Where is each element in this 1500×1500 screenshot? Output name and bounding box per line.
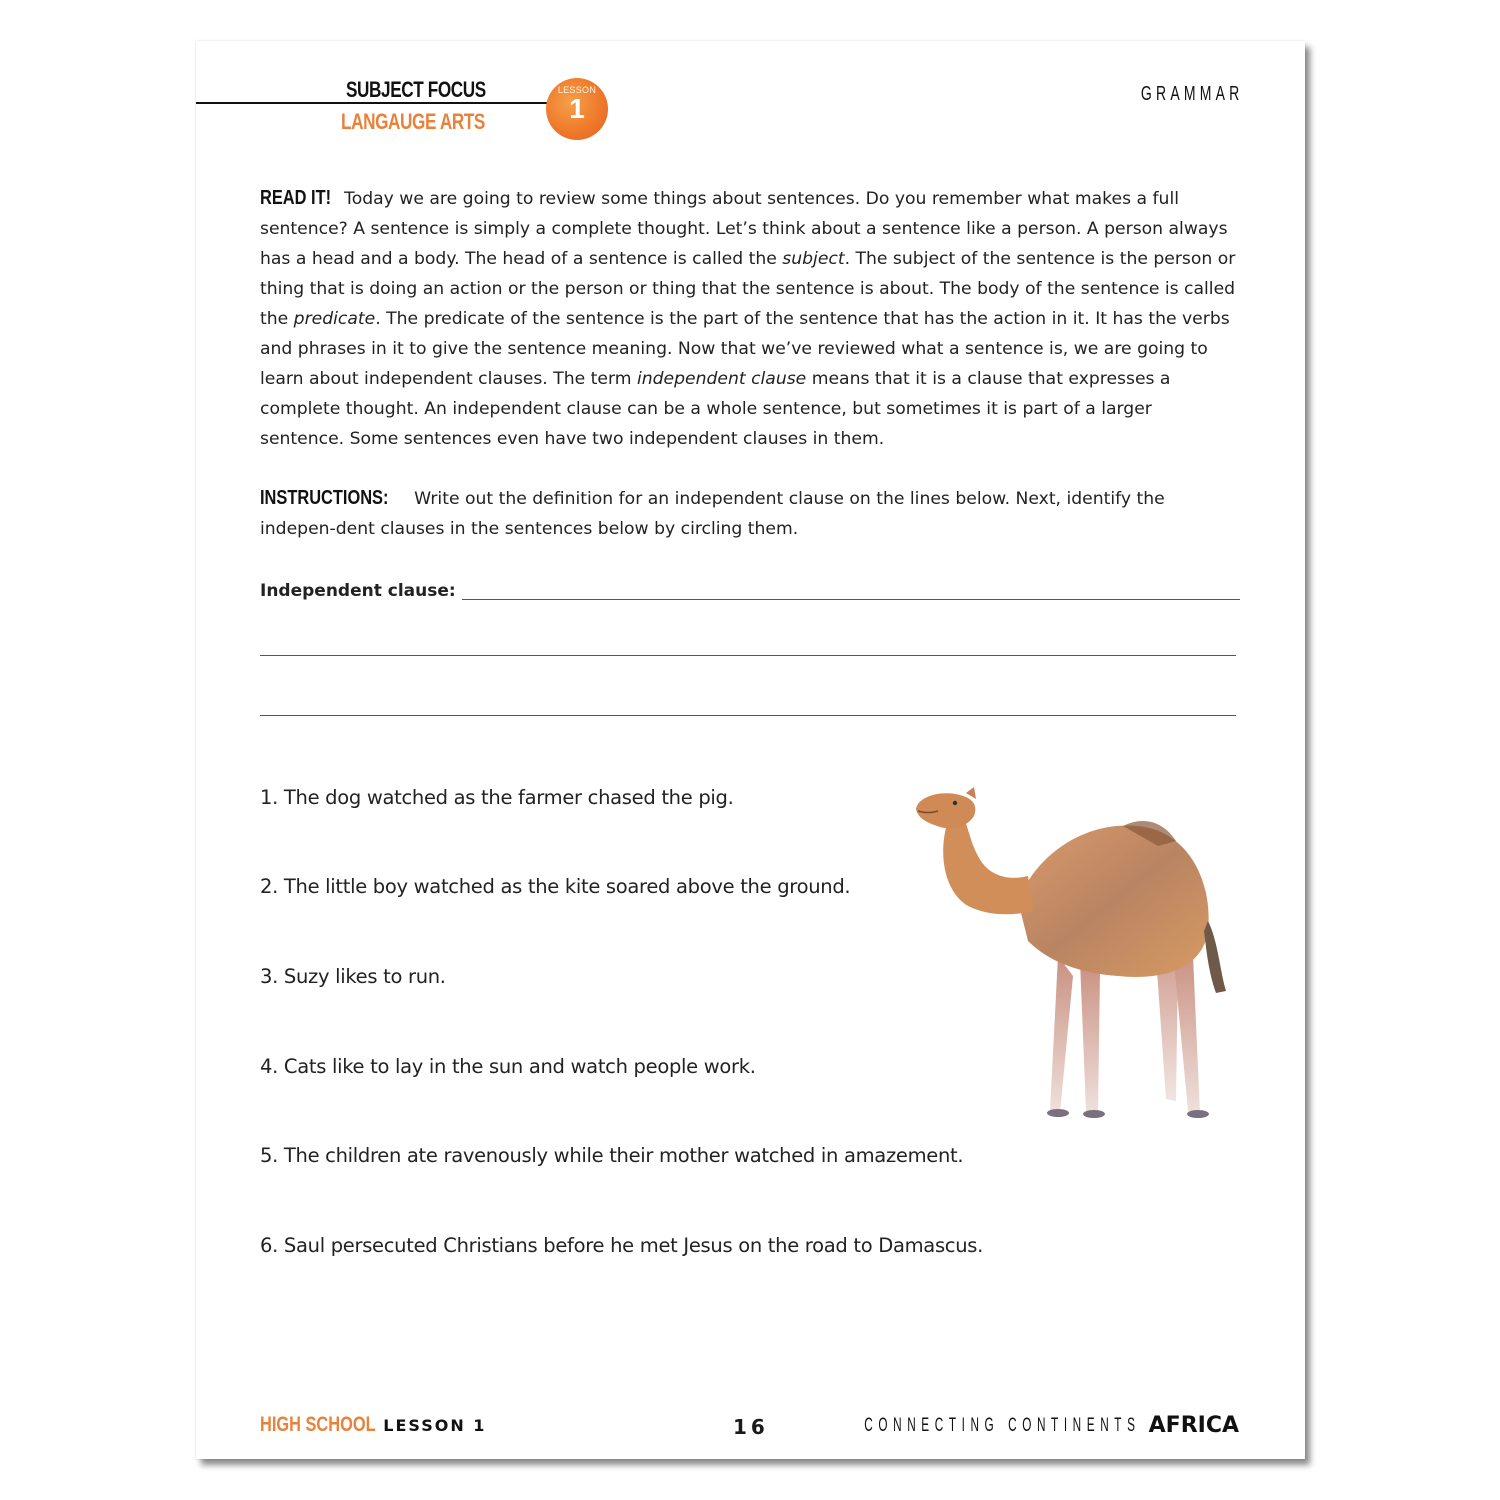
footer-right bbox=[815, 1413, 1239, 1438]
footer-lesson: LESSON 1 bbox=[383, 1416, 487, 1435]
section-label: GRAMMAR bbox=[1140, 83, 1243, 105]
definition-answer-line-2[interactable] bbox=[260, 655, 1236, 656]
sentence-item-4[interactable]: 4. Cats like to lay in the sun and watch people work. bbox=[260, 1055, 756, 1078]
read-it-lead: READ IT! bbox=[260, 187, 332, 209]
read-it-text-2: . The subject of the sentence is the person or thing that is doing an action or the person or thing that the sentence is about. The body of the sentence is called the bbox=[260, 249, 1236, 329]
definition-row bbox=[260, 576, 1240, 606]
read-it-text-3: . The predicate of the sentence is the part of the sentence that has the action in it. It has the verbs and phrases in it to give the sentence meaning. Now that we’ve reviewed what a sentence is, we are going to learn about independent clauses. The term bbox=[260, 309, 1230, 389]
subject-focus-label: SUBJECT FOCUS bbox=[346, 77, 486, 102]
read-it-paragraph bbox=[260, 183, 1240, 454]
lesson-badge bbox=[546, 78, 608, 140]
footer-left bbox=[260, 1413, 486, 1437]
footer-series: CONNECTING CONTINENTS bbox=[864, 1414, 1141, 1436]
footer-continent: AFRICA bbox=[1148, 1413, 1239, 1438]
sentence-item-2[interactable]: 2. The little boy watched as the kite soared above the ground. bbox=[260, 875, 851, 898]
lesson-badge-number: 1 bbox=[569, 93, 585, 124]
term-independent-clause: independent clause bbox=[636, 369, 807, 389]
lesson-badge-label: LESSON bbox=[557, 85, 597, 95]
definition-answer-line-1[interactable] bbox=[462, 599, 1240, 600]
sentence-item-1[interactable]: 1. The dog watched as the farmer chased the pig. bbox=[260, 786, 734, 809]
instructions-lead: INSTRUCTIONS: bbox=[260, 487, 389, 509]
worksheet-page bbox=[196, 41, 1305, 1459]
subject-name: LANGAUGE ARTS bbox=[341, 109, 485, 134]
definition-answer-line-3[interactable] bbox=[260, 715, 1236, 716]
read-it-text-4: means that it is a clause that expresses a complete thought. An independent clause can be a whole sentence, but sometimes it is part of a larger sentence. Some sentences even have two independent clauses in them. bbox=[260, 369, 1171, 449]
camel-illustration bbox=[908, 781, 1238, 1131]
read-it-text-1: Today we are going to review some things about sentences. Do you remember what makes a full sentence? A sentence is simply a complete thought. Let’s think about a sentence like a person. A person always has a head and a body. The head of a sentence is called the bbox=[260, 189, 1228, 269]
footer-level: HIGH SCHOOL bbox=[260, 1413, 376, 1436]
sentence-item-5[interactable]: 5. The children ate ravenously while their mother watched in amazement. bbox=[260, 1144, 964, 1167]
sentence-item-3[interactable]: 3. Suzy likes to run. bbox=[260, 965, 446, 988]
instructions-text: Write out the definition for an independent clause on the lines below. Next, identify the indepen-dent clauses in the sentences below by circling them. bbox=[260, 489, 1165, 539]
term-subject: subject bbox=[782, 249, 845, 269]
sentence-item-6[interactable]: 6. Saul persecuted Christians before he met Jesus on the road to Damascus. bbox=[260, 1234, 984, 1257]
definition-label: Independent clause: bbox=[260, 581, 456, 601]
term-predicate: predicate bbox=[293, 309, 376, 329]
page-number: 16 bbox=[733, 1415, 769, 1439]
instructions-paragraph bbox=[260, 483, 1240, 544]
